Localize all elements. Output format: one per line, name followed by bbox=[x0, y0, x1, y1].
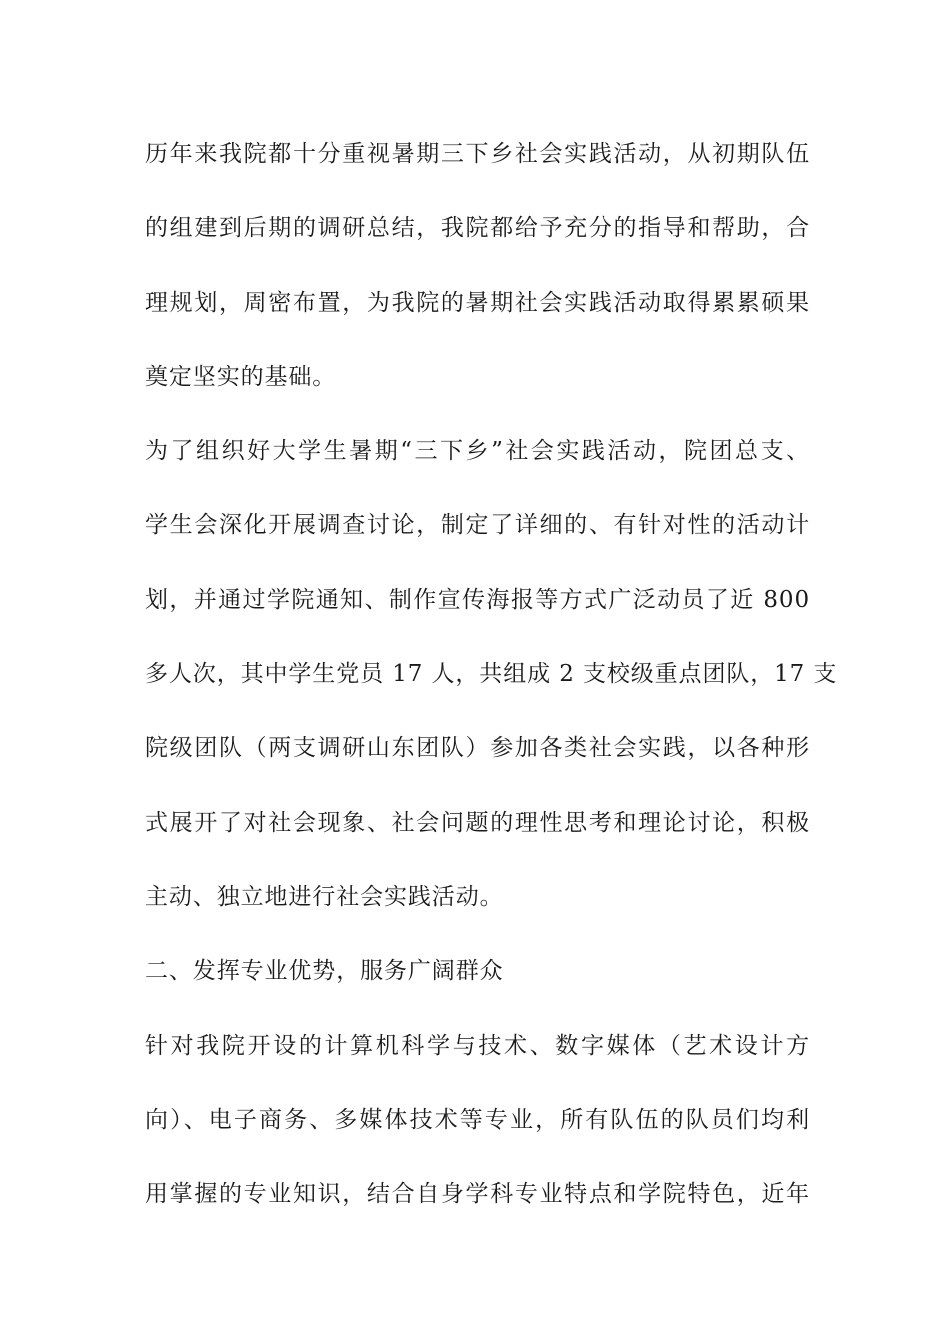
text-line: 为了组织好大学生暑期“三下乡”社会实践活动，院团总支、 bbox=[145, 438, 810, 465]
text-line: 式展开了对社会现象、社会问题的理性思考和理论讨论，积极 bbox=[145, 809, 810, 836]
text-line: 历年来我院都十分重视暑期三下乡社会实践活动，从初期队伍 bbox=[145, 141, 810, 167]
text-line: 用掌握的专业知识，结合自身学科专业特点和学院特色，近年 bbox=[145, 1181, 810, 1208]
text-line: 划，并通过学院通知、制作宣传海报等方式广泛动员了近 800 bbox=[145, 586, 810, 613]
text-line: 多人次，其中学生党员 17 人，共组成 2 支校级重点团队，17 支 bbox=[145, 661, 838, 688]
text-line: 奠定坚实的基础。 bbox=[145, 363, 337, 390]
text-line: 针对我院开设的计算机科学与技术、数字媒体（艺术设计方 bbox=[145, 1032, 810, 1059]
text-line: 的组建到后期的调研总结，我院都给予充分的指导和帮助，合 bbox=[145, 215, 810, 242]
text-line: 学生会深化开展调查讨论，制定了详细的、有针对性的活动计 bbox=[145, 512, 810, 539]
text-line: 院级团队（两支调研山东团队）参加各类社会实践，以各种形 bbox=[145, 735, 810, 762]
text-line: 理规划，周密布置，为我院的暑期社会实践活动取得累累硕果 bbox=[145, 289, 810, 316]
document-body bbox=[145, 124, 838, 1238]
text-line: 向）、电子商务、多媒体技术等专业，所有队伍的队员们均利 bbox=[145, 1106, 810, 1133]
section-heading: 二、发挥专业优势，服务广阔群众 bbox=[145, 958, 504, 985]
text-line: 主动、独立地进行社会实践活动。 bbox=[145, 883, 504, 910]
